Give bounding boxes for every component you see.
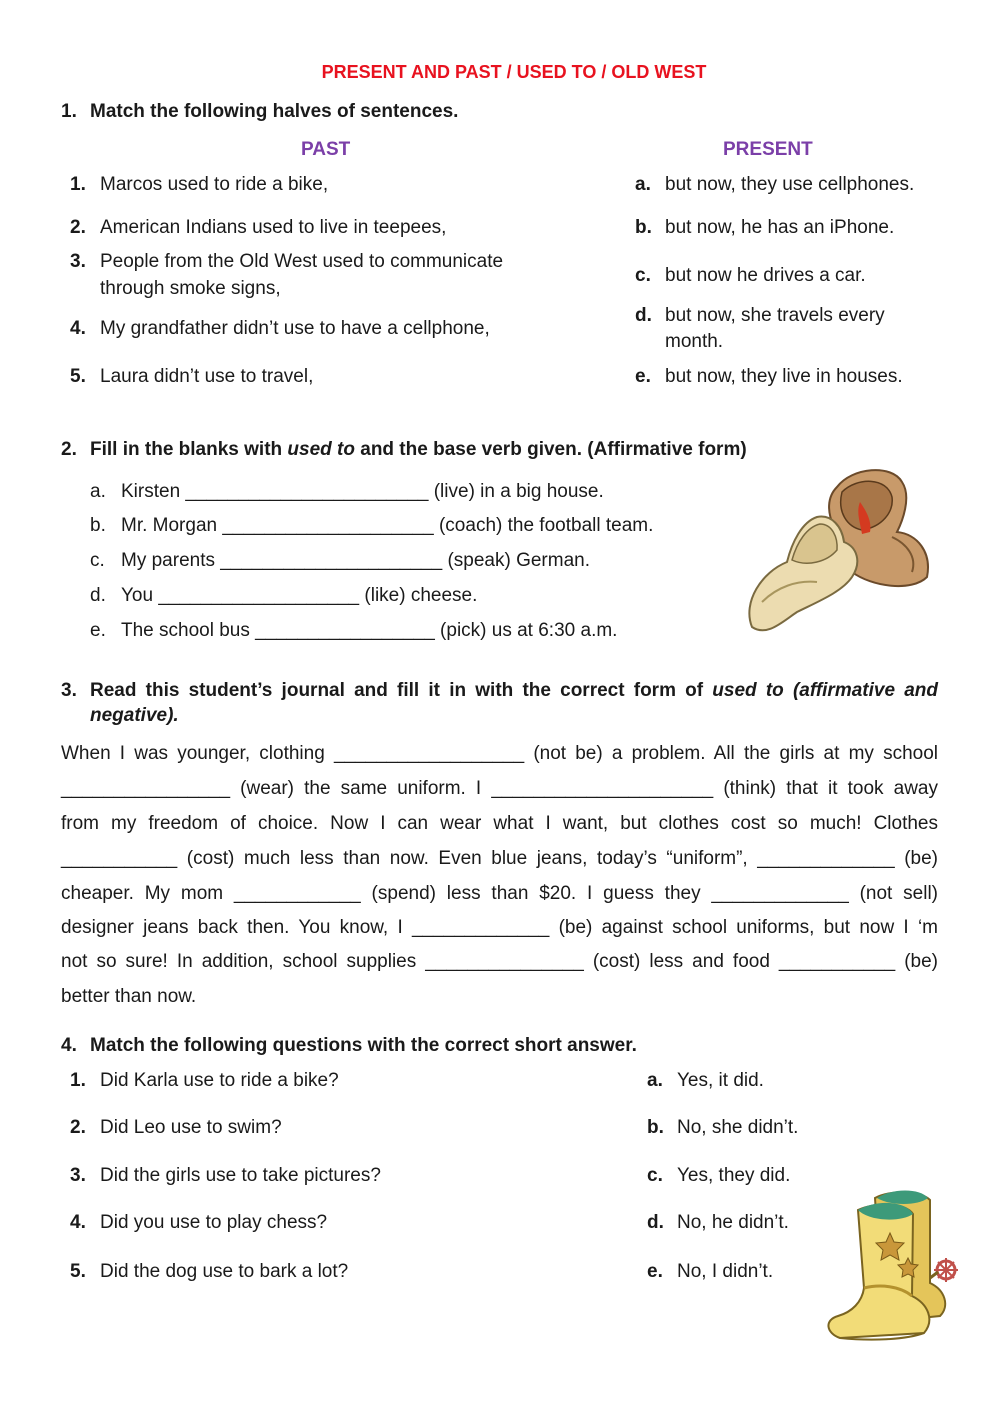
- answer-c-letter: c.: [647, 1165, 663, 1186]
- section-2-number: 2.: [61, 439, 77, 460]
- journal-line-7: not so sure! In addition, school supplies _______________ (cost) less and food ___________ (be): [61, 951, 938, 972]
- present-item-b-text: but now, he has an iPhone.: [665, 217, 895, 238]
- section-3-number: 3.: [61, 680, 77, 701]
- past-item-4-text: My grandfather didn’t use to have a cellphone,: [100, 318, 490, 339]
- answer-d-letter: d.: [647, 1212, 664, 1233]
- present-item-d-letter: d.: [635, 305, 652, 326]
- present-item-c-letter: c.: [635, 265, 651, 286]
- question-4-text: Did you use to play chess?: [100, 1212, 328, 1233]
- answer-b-letter: b.: [647, 1117, 664, 1138]
- cowboy-hats-illustration: [742, 462, 952, 647]
- present-column-header: PRESENT: [723, 139, 813, 160]
- section-1-number: 1.: [61, 101, 77, 122]
- fill-item-c-text: My parents _____________________ (speak) German.: [121, 550, 590, 571]
- cowboy-boots-illustration: [820, 1188, 965, 1343]
- past-item-4-number: 4.: [70, 318, 86, 339]
- journal-line-1: When I was younger, clothing __________________ (not be) a problem. All the girls at my school: [61, 743, 938, 764]
- question-5-text: Did the dog use to bark a lot?: [100, 1261, 349, 1282]
- journal-line-3: from my freedom of choice. Now I can wear what I want, but clothes cost so much! Clothes: [61, 813, 938, 834]
- question-1-number: 1.: [70, 1070, 86, 1091]
- fill-item-a-text: Kirsten _______________________ (live) in a big house.: [121, 481, 604, 502]
- fill-item-b-letter: b.: [90, 515, 106, 536]
- answer-b-text: No, she didn’t.: [677, 1117, 799, 1138]
- answer-e-letter: e.: [647, 1261, 663, 1282]
- present-item-b-letter: b.: [635, 217, 652, 238]
- answer-e-text: No, I didn’t.: [677, 1261, 774, 1282]
- past-item-5-text: Laura didn’t use to travel,: [100, 366, 314, 387]
- section-2-heading-part1: Fill in the blanks with: [90, 439, 288, 460]
- past-item-2-text: American Indians used to live in teepees,: [100, 217, 447, 238]
- answer-a-text: Yes, it did.: [677, 1070, 764, 1091]
- question-3-number: 3.: [70, 1165, 86, 1186]
- fill-item-c-letter: c.: [90, 550, 105, 571]
- present-item-c-text: but now he drives a car.: [665, 265, 866, 286]
- section-3-heading-bold: Read this student’s journal and fill it in with the correct form of: [90, 680, 713, 701]
- past-item-3-text-line2: through smoke signs,: [100, 278, 281, 299]
- section-2-heading-part2: and the base verb given. (Affirmative form): [354, 439, 747, 460]
- question-2-text: Did Leo use to swim?: [100, 1117, 282, 1138]
- fill-item-b-text: Mr. Morgan ____________________ (coach) the football team.: [121, 515, 654, 536]
- past-item-3-text-line1: People from the Old West used to communicate: [100, 251, 504, 272]
- past-item-1-number: 1.: [70, 174, 86, 195]
- section-3-heading-line1: [90, 680, 938, 702]
- fill-item-e-letter: e.: [90, 620, 106, 641]
- section-2-heading: [90, 439, 747, 461]
- past-item-3-number: 3.: [70, 251, 86, 272]
- page-title: PRESENT AND PAST / USED TO / OLD WEST: [321, 62, 707, 82]
- section-3-heading-line2: negative).: [90, 705, 179, 726]
- past-item-5-number: 5.: [70, 366, 86, 387]
- question-1-text: Did Karla use to ride a bike?: [100, 1070, 339, 1091]
- section-2-heading-italic: used to: [287, 439, 355, 460]
- present-item-e-text: but now, they live in houses.: [665, 366, 903, 387]
- fill-item-a-letter: a.: [90, 481, 106, 502]
- fill-item-d-letter: d.: [90, 585, 106, 606]
- journal-line-8: better than now.: [61, 986, 197, 1007]
- answer-c-text: Yes, they did.: [677, 1165, 791, 1186]
- section-4-number: 4.: [61, 1035, 77, 1056]
- past-column-header: PAST: [301, 139, 351, 160]
- question-5-number: 5.: [70, 1261, 86, 1282]
- journal-line-6: designer jeans back then. You know, I _____________ (be) against school uniforms, but now I ‘m: [61, 917, 938, 938]
- journal-line-4: ___________ (cost) much less than now. Even blue jeans, today’s “uniform”, _____________ (be): [61, 848, 938, 869]
- present-item-d-text-line2: month.: [665, 331, 724, 352]
- past-item-2-number: 2.: [70, 217, 86, 238]
- past-item-1-text: Marcos used to ride a bike,: [100, 174, 329, 195]
- fill-item-d-text: You ___________________ (like) cheese.: [121, 585, 478, 606]
- present-item-a-letter: a.: [635, 174, 651, 195]
- section-4-heading: Match the following questions with the correct short answer.: [90, 1035, 637, 1056]
- section-3-heading-italic: used to (affirmative and: [712, 680, 938, 701]
- present-item-a-text: but now, they use cellphones.: [665, 174, 915, 195]
- answer-a-letter: a.: [647, 1070, 663, 1091]
- question-3-text: Did the girls use to take pictures?: [100, 1165, 381, 1186]
- answer-d-text: No, he didn’t.: [677, 1212, 789, 1233]
- journal-line-5: cheaper. My mom ____________ (spend) less than $20. I guess they _____________ (not sell): [61, 883, 938, 904]
- question-4-number: 4.: [70, 1212, 86, 1233]
- journal-line-2: ________________ (wear) the same uniform. I _____________________ (think) that it took away: [61, 778, 938, 799]
- present-item-e-letter: e.: [635, 366, 651, 387]
- section-1-heading: Match the following halves of sentences.: [90, 101, 459, 122]
- present-item-d-text-line1: but now, she travels every: [665, 305, 885, 326]
- question-2-number: 2.: [70, 1117, 86, 1138]
- fill-item-e-text: The school bus _________________ (pick) us at 6:30 a.m.: [121, 620, 618, 641]
